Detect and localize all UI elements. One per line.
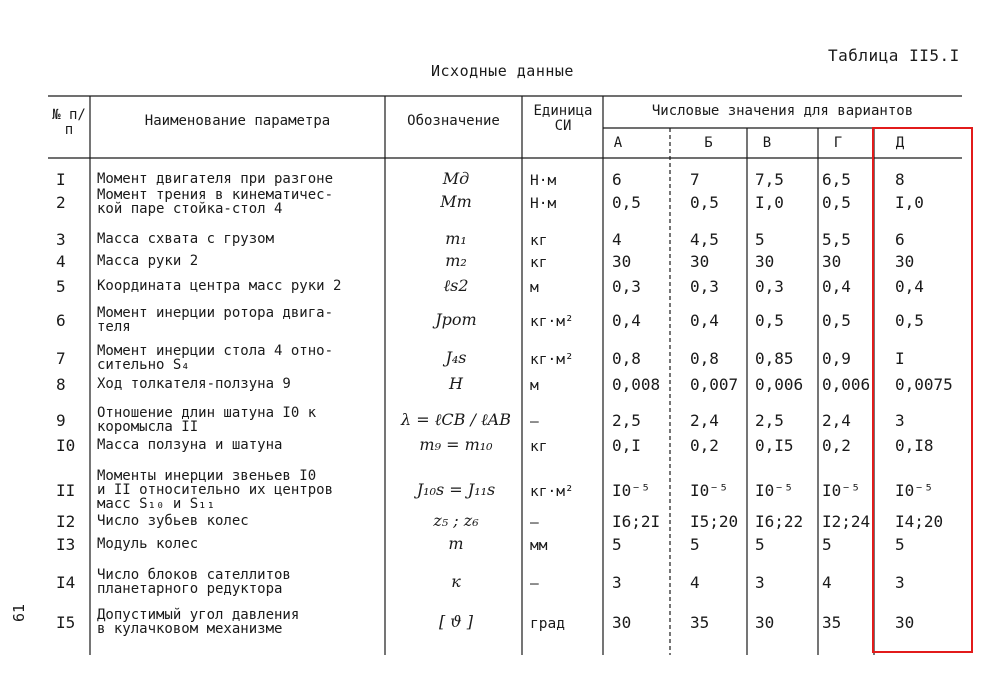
row-number: I3	[56, 535, 76, 554]
variant-value: 5	[895, 535, 905, 554]
variant-value: 7,5	[755, 170, 784, 189]
variant-value: 0,3	[612, 277, 641, 296]
row-number: I	[56, 170, 66, 189]
parameter-symbol: z₅ ; z₆	[433, 511, 479, 530]
unit-value: кг·м²	[530, 484, 574, 500]
header-unit: Единица СИ	[533, 103, 593, 134]
unit-value: м	[530, 280, 539, 296]
parameter-symbol: Mд	[442, 169, 470, 188]
header-variant: В	[762, 135, 772, 151]
variant-value: 2,4	[822, 411, 851, 430]
parameter-name: Координата центра масс руки 2	[97, 278, 342, 294]
variant-value: 35	[822, 613, 842, 632]
parameter-symbol: [ ϑ ]	[438, 612, 474, 631]
variant-value: 2,4	[690, 411, 719, 430]
variant-value: 0,85	[755, 349, 794, 368]
parameter-symbol: ℓs2	[443, 276, 469, 295]
parameter-symbol: J₄s	[445, 348, 467, 367]
parameter-symbol: m	[448, 534, 464, 553]
variant-value: 0,006	[755, 375, 804, 394]
variant-value: I2;24	[822, 512, 871, 531]
row-number: 2	[56, 193, 66, 212]
variant-value: 0,3	[755, 277, 784, 296]
parameter-symbol: J₁₀s = J₁₁s	[416, 480, 496, 499]
header-designation: Обозначение	[407, 113, 500, 129]
variant-value: 0,4	[612, 311, 641, 330]
parameter-name: Момент двигателя при разгоне	[97, 171, 334, 187]
variant-value: 5	[755, 230, 765, 249]
parameter-name: кой паре стойка-стол 4	[97, 201, 283, 217]
variant-value: 0,4	[690, 311, 719, 330]
row-number: 9	[56, 411, 66, 430]
parameter-symbol: λ = ℓCB / ℓAB	[401, 410, 511, 429]
parameter-symbol: к	[451, 572, 461, 591]
variant-value: I6;2I	[612, 512, 661, 531]
row-number: I4	[56, 573, 76, 592]
header-variant: А	[613, 135, 623, 151]
variant-value: 6,5	[822, 170, 851, 189]
unit-value: град	[530, 616, 565, 632]
variant-value: 0,I	[612, 436, 641, 455]
row-number: II	[56, 481, 76, 500]
unit-value: кг·м²	[530, 314, 574, 330]
variant-value: 0,I8	[895, 436, 934, 455]
variant-value: 4,5	[690, 230, 719, 249]
variant-value: 4	[612, 230, 622, 249]
variant-value: 3	[755, 573, 765, 592]
variant-value: 30	[612, 252, 632, 271]
parameter-name: Момент инерции стола 4 отно-	[97, 343, 334, 359]
variant-value: 0,5	[822, 311, 851, 330]
parameter-name: коромысла II	[97, 419, 199, 435]
parameter-name: Число блоков сателлитов	[97, 567, 291, 583]
header-variant-values: Числовые значения для вариантов	[651, 103, 914, 119]
parameter-name: Ход толкателя-ползуна 9	[97, 376, 291, 392]
variant-value: 2,5	[612, 411, 641, 430]
variant-value: 30	[690, 252, 710, 271]
parameter-name: Число зубьев колес	[97, 513, 249, 529]
document-title: Исходные данные	[431, 62, 574, 80]
parameter-name: Масса руки 2	[97, 253, 199, 269]
variant-value: 0,I5	[755, 436, 794, 455]
row-number: 8	[56, 375, 66, 394]
variant-value: I0⁻⁵	[822, 481, 861, 500]
unit-value: кг·м²	[530, 352, 574, 368]
variant-value: I4;20	[895, 512, 944, 531]
row-number: 7	[56, 349, 66, 368]
variant-value: 0,2	[690, 436, 719, 455]
variant-value: 3	[612, 573, 622, 592]
variant-value: 30	[895, 613, 915, 632]
variant-value: 0,4	[822, 277, 851, 296]
variant-value: I,0	[895, 193, 924, 212]
variant-value: 30	[612, 613, 632, 632]
parameter-name: Масса схвата с грузом	[97, 231, 275, 247]
variant-value: 30	[895, 252, 915, 271]
variant-value: 0,5	[822, 193, 851, 212]
parameter-symbol: m₂	[445, 251, 467, 270]
parameter-symbol: m₉ = m₁₀	[419, 435, 493, 454]
parameter-name: теля	[97, 319, 131, 335]
variant-value: 0,8	[612, 349, 641, 368]
unit-value: –	[530, 515, 539, 531]
variant-value: I0⁻⁵	[612, 481, 651, 500]
variant-value: I0⁻⁵	[895, 481, 934, 500]
unit-value: Н·м	[530, 196, 557, 212]
parameter-symbol: Mт	[440, 192, 472, 211]
unit-value: мм	[530, 538, 548, 554]
unit-value: кг	[530, 439, 548, 455]
variant-value: 0,4	[895, 277, 924, 296]
variant-value: 0,5	[690, 193, 719, 212]
parameter-name: планетарного редуктора	[97, 581, 283, 597]
parameter-name: Момент трения в кинематичес-	[97, 187, 334, 203]
variant-value: 5	[612, 535, 622, 554]
variant-value: I5;20	[690, 512, 739, 531]
row-number: 5	[56, 277, 66, 296]
variant-value: 2,5	[755, 411, 784, 430]
unit-value: м	[530, 378, 539, 394]
parameter-name: Отношение длин шатуна I0 к	[97, 405, 317, 421]
variant-value: 0,5	[895, 311, 924, 330]
variant-value: I	[895, 349, 905, 368]
variant-value: 0,0075	[895, 375, 953, 394]
variant-value: 0,5	[755, 311, 784, 330]
header-parameter-name: Наименование параметра	[144, 113, 331, 129]
variant-value: 3	[895, 573, 905, 592]
parameter-symbol: H	[449, 374, 463, 393]
variant-value: 5	[822, 535, 832, 554]
parameter-name: в кулачковом механизме	[97, 621, 283, 637]
header-variant: Г	[833, 135, 843, 151]
highlight-box-variant-d	[872, 127, 973, 653]
variant-value: 8	[895, 170, 905, 189]
variant-value: 4	[690, 573, 700, 592]
variant-value: I0⁻⁵	[755, 481, 794, 500]
parameter-name: Допустимый угол давления	[97, 607, 300, 623]
variant-value: 0,008	[612, 375, 661, 394]
unit-value: –	[530, 576, 539, 592]
variant-value: 5	[755, 535, 765, 554]
variant-value: 6	[895, 230, 905, 249]
variant-value: 0,5	[612, 193, 641, 212]
parameter-symbol: Jрот	[435, 310, 477, 329]
variant-value: 30	[822, 252, 842, 271]
header-variant: Д	[895, 135, 905, 151]
row-number: I5	[56, 613, 76, 632]
header-variant: Б	[704, 135, 713, 151]
variant-value: 7	[690, 170, 700, 189]
variant-value: 0,2	[822, 436, 851, 455]
parameter-name: Масса ползуна и шатуна	[97, 437, 283, 453]
variant-value: 0,8	[690, 349, 719, 368]
variant-value: 5,5	[822, 230, 851, 249]
row-number: 6	[56, 311, 66, 330]
parameter-name: сительно S₄	[97, 357, 190, 373]
variant-value: 0,007	[690, 375, 739, 394]
variant-value: I,0	[755, 193, 784, 212]
variant-value: I0⁻⁵	[690, 481, 729, 500]
variant-value: 4	[822, 573, 832, 592]
row-number: I0	[56, 436, 76, 455]
variant-value: 0,006	[822, 375, 871, 394]
table-label: Таблица II5.I	[828, 46, 960, 65]
parameter-name: Момент инерции ротора двига-	[97, 305, 334, 321]
header-number: № п/п	[52, 107, 86, 138]
parameter-name: масс S₁₀ и S₁₁	[97, 496, 216, 512]
variant-value: 5	[690, 535, 700, 554]
variant-value: 0,9	[822, 349, 851, 368]
page-number: 61	[10, 603, 28, 622]
unit-value: –	[530, 414, 539, 430]
variant-value: 30	[755, 252, 775, 271]
variant-value: 0,3	[690, 277, 719, 296]
variant-value: 3	[895, 411, 905, 430]
parameter-symbol: m₁	[445, 229, 467, 248]
variant-value: 6	[612, 170, 622, 189]
unit-value: кг	[530, 255, 548, 271]
parameter-name: и II относительно их центров	[97, 482, 334, 498]
row-number: I2	[56, 512, 76, 531]
variant-value: 35	[690, 613, 710, 632]
variant-value: 30	[755, 613, 775, 632]
parameter-name: Моменты инерции звеньев I0	[97, 468, 317, 484]
unit-value: Н·м	[530, 173, 557, 189]
unit-value: кг	[530, 233, 548, 249]
parameter-name: Модуль колес	[97, 536, 199, 552]
variant-value: I6;22	[755, 512, 804, 531]
row-number: 3	[56, 230, 66, 249]
row-number: 4	[56, 252, 66, 271]
